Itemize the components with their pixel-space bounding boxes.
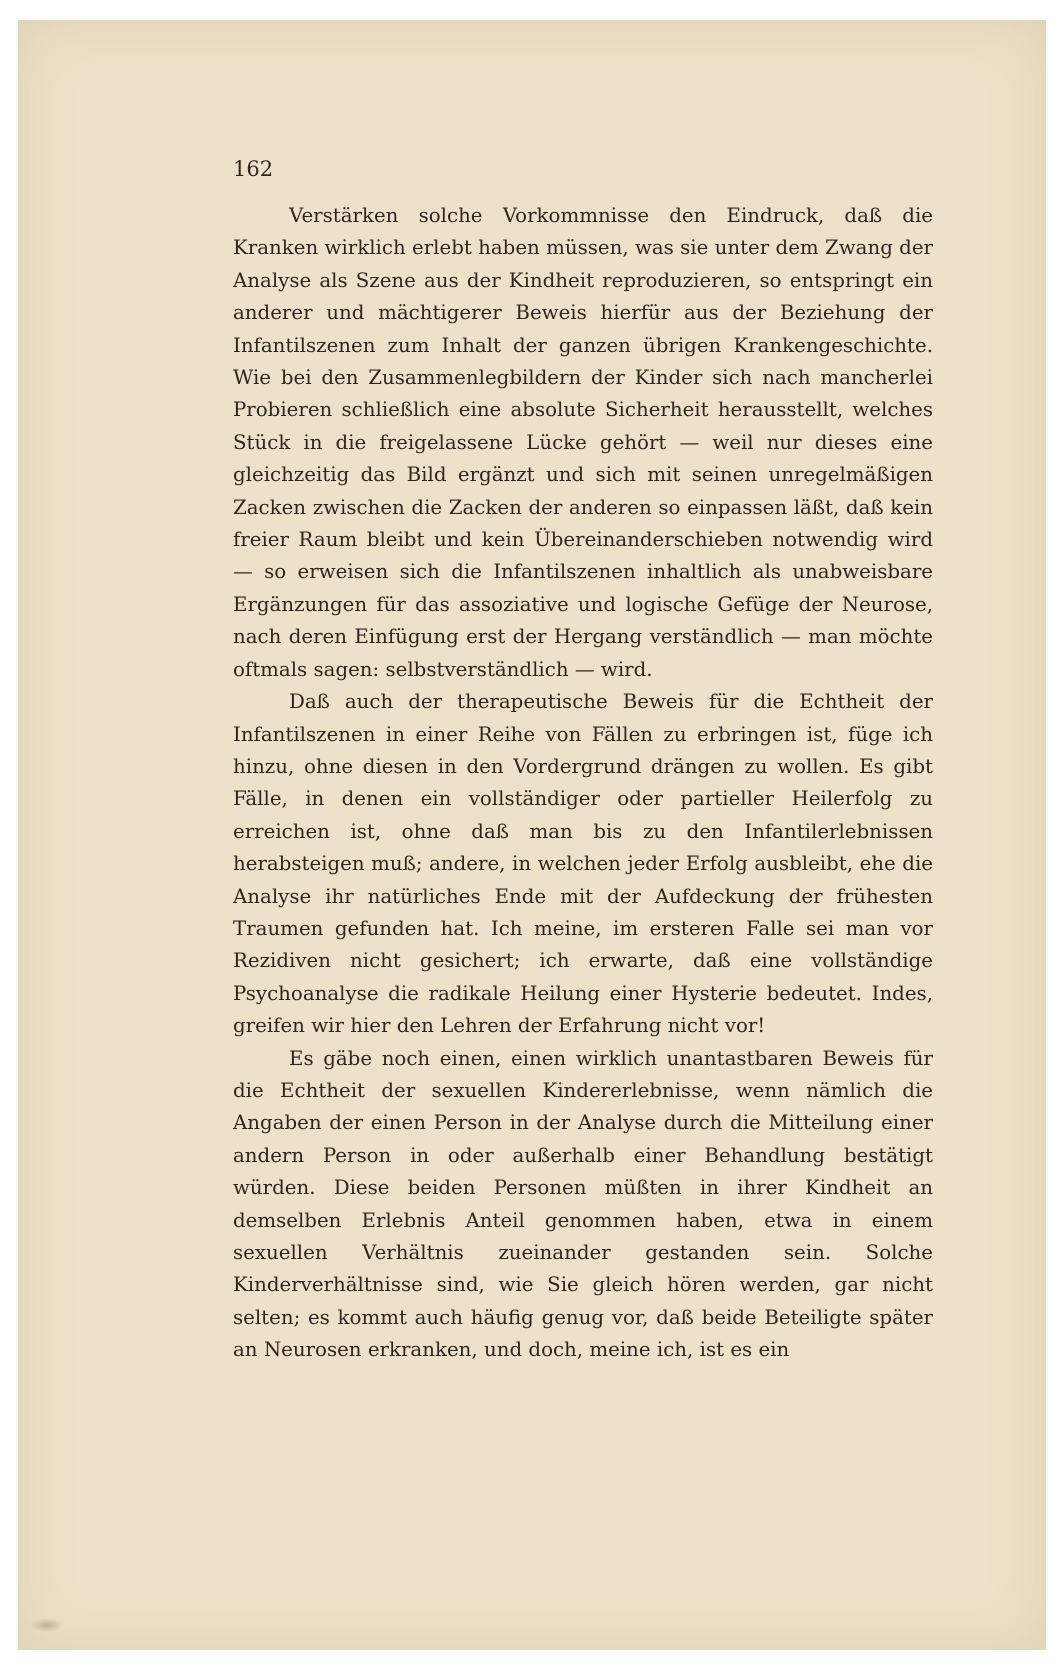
book-page (18, 20, 1046, 1650)
page-number: 162 (233, 157, 274, 181)
body-text (233, 200, 933, 1367)
paragraph-1: Verstärken solche Vorkommnisse den Eindruck, daß die Kranken wirklich erlebt haben müssen, was sie unter dem Zwang der Analyse als Szene aus der Kindheit reproduzieren, so entspringt ein anderer und mächtigerer Beweis hierfür aus der Beziehung der Infantilszenen zum Inhalt der ganzen übrigen Krankengeschichte. Wie bei den Zusammenlegbildern der Kinder sich nach mancherlei Probieren schließlich eine absolute Sicherheit herausstellt, welches Stück in die freigelassene Lücke gehört — weil nur dieses eine gleichzeitig das Bild ergänzt und sich mit seinen unregelmäßigen Zacken zwischen die Zacken der anderen so einpassen läßt, daß kein freier Raum bleibt und kein Übereinanderschieben notwendig wird — so erweisen sich die Infantilszenen inhaltlich als unabweisbare Ergänzungen für das assoziative und logische Gefüge der Neurose, nach deren Einfügung erst der Hergang verständlich — man möchte oftmals sagen: selbstverständlich — wird. (233, 204, 933, 681)
paper-stain (30, 1618, 64, 1632)
paragraph-2: Daß auch der therapeutische Beweis für die Echtheit der Infantilszenen in einer Reihe von Fällen zu erbringen ist, füge ich hinzu, ohne diesen in den Vordergrund drängen zu wollen. Es gibt Fälle, in denen ein vollständiger oder partieller Heilerfolg zu erreichen ist, ohne daß man bis zu den Infantilerlebnissen herabsteigen muß; andere, in welchen jeder Erfolg ausbleibt, ehe die Analyse ihr natürliches Ende mit der Aufdeckung der frühesten Traumen gefunden hat. Ich meine, im ersteren Falle sei man vor Rezidiven nicht gesichert; ich erwarte, daß eine vollständige Psychoanalyse die radikale Heilung einer Hysterie bedeutet. Indes, greifen wir hier den Lehren der Erfahrung nicht vor! (233, 690, 933, 1038)
paragraph-3: Es gäbe noch einen, einen wirklich unantastbaren Beweis für die Echtheit der sexuellen Kindererlebnisse, wenn nämlich die Angaben der einen Person in der Analyse durch die Mitteilung einer andern Person in oder außerhalb einer Behandlung bestätigt würden. Diese beiden Personen müßten in ihrer Kindheit an demselben Erlebnis Anteil genommen haben, etwa in einem sexuellen Verhältnis zueinander gestanden sein. Solche Kinderverhältnisse sind, wie Sie gleich hören werden, gar nicht selten; es kommt auch häufig genug vor, daß beide Beteiligte später an Neurosen erkranken, und doch, meine ich, ist es ein (233, 1046, 933, 1362)
